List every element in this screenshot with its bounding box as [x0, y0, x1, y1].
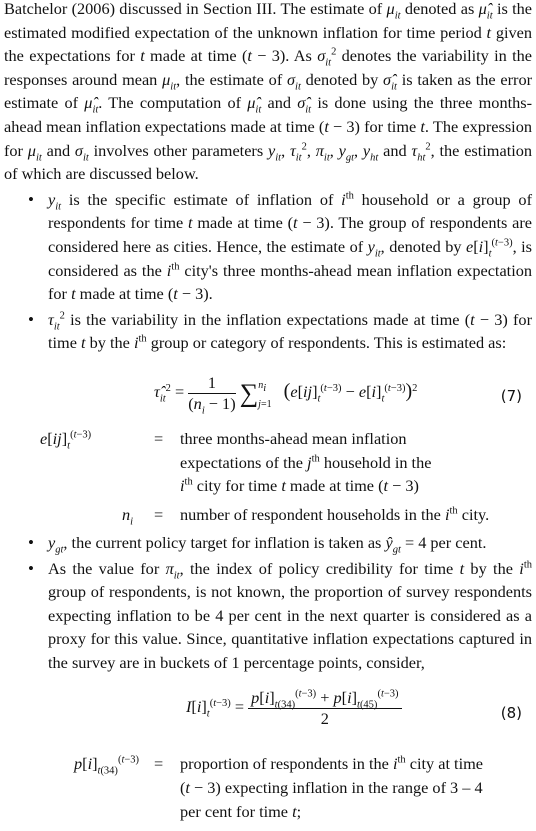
parameter-list [4, 188, 532, 355]
equation-7-body: $\taû_{it}^2$ = $\frac{1}{(n_i - 1)}$ ∑$^{n_i}_{j=1}$ $(e[ij]_t^{(t-3)} - e[i]_t^{(t-3)})^2$ [154, 372, 418, 417]
definition-eij-text: three months-ahead mean inflation expectations of the $j^{th}$ household in the $i^{th}$ city for time t made at time (t − 3) [180, 428, 432, 496]
definition-p34: $p[i]_{t(34)}^{(t-3)}$ = proportion of respondents in the $i^{th}$ city at time (t − 3) expecting inflation in the range of 3 – 4 per cent for time t; [4, 746, 532, 826]
definition-eij-symbol: $e[ij]_t^{(t-3)}$ [40, 428, 92, 452]
definition-p34-symbol: $p[i]_{t(34)}^{(t-3)}$ [74, 754, 140, 777]
equation-7 [4, 359, 532, 419]
equation-7-number: (7) [500, 386, 522, 405]
paper-page [4, 0, 532, 826]
intro-paragraph: Batchelor (2006) discussed in Section III. The estimate of $\mu_{it}$ denoted as $\mû_{it}$ is the estimated modified expectation of the unknown inflation for time period t given the expectations for t made at time (t − 3). As $\sigma_{it}^2$ denotes the variability in the responses around mean $\mu_{it}$, the estimate of $\sigma_{it}$ denoted by $\sigmâ_{it}$ is taken as the error estimate of $\mû_{it}$. The computation of $\mû_{it}$ and $\sigmâ_{it}$ is done using the three months-ahead mean inflation expectations made at time (t − 3) for time t. The expression for $\mu_{it}$ and $\sigma_{it}$ involves other parameters $y_{it}$, $\tau_{it}^2$, $\pi_{it}$, $y_{gt}$, $y_{ht}$ and $\tau_{ht}^2$, the estimation of which are discussed below. [4, 0, 533, 184]
equation-8-number: (8) [500, 704, 522, 723]
bullet-pi: • As the value for $\pi_{it}$, the index of policy credibility for time t by the $i^{th}$ group of respondents, is not known, the proportion of survey respondents expecting inflation to be 4 per cent in the next quarter is considered as a proxy for this value. Since, quantitative inflation expectations captured in the survey are in buckets of 1 percentage points, consider, [4, 557, 532, 675]
parameter-list-2 [4, 531, 532, 675]
definition-ni: $n_i$ = number of respondent households in the $i^{th}$ city. [4, 503, 532, 531]
definition-eij: $e[ij]_t^{(t-3)}$ = three months-ahead mean inflation expectations of the $j^{th}$ household in the $i^{th}$ city for time t made at time (t − 3) [4, 423, 532, 503]
bullet-ygt: • $y_{gt}$, the current policy target for inflation is taken as $ŷ_{gt} = 4$ per cent. [4, 531, 532, 555]
equation-8-body: $I[i]_t^{(t-3)}$ = $\frac{p[i]_{t(34)}^{(t-3)} + p[i]_{t(45)}^{(t-3)}}{2}$ [186, 688, 402, 729]
definition-ni-text: number of respondent households in the $i^{th}$ city. [180, 504, 490, 524]
definition-p34-text: proportion of respondents in the $i^{th}$ city at time (t − 3) expecting inflation in the range of 3 – 4 per cent for time t; [180, 754, 483, 821]
bullet-yit: • $y_{it}$ is the specific estimate of inflation of $i^{th}$ household or a group of respondents for time t made at time (t − 3). The group of respondents are considered here as cities. Hence, the estimate of $y_{it}$, denoted by $e[i]_t^{(t-3)}$, is considered as the $i^{th}$ city's three months-ahead mean inflation expectation for t made at time (t − 3). [4, 188, 532, 306]
bullet-tau: • $\tau_{it}^2$ is the variability in the inflation expectations made at time (t − 3) for time t by the $i^{th}$ group or category of respondents. This is estimated as: [4, 308, 532, 355]
equation-8 [4, 684, 532, 742]
definition-ni-symbol: $n_i$ [122, 504, 134, 528]
